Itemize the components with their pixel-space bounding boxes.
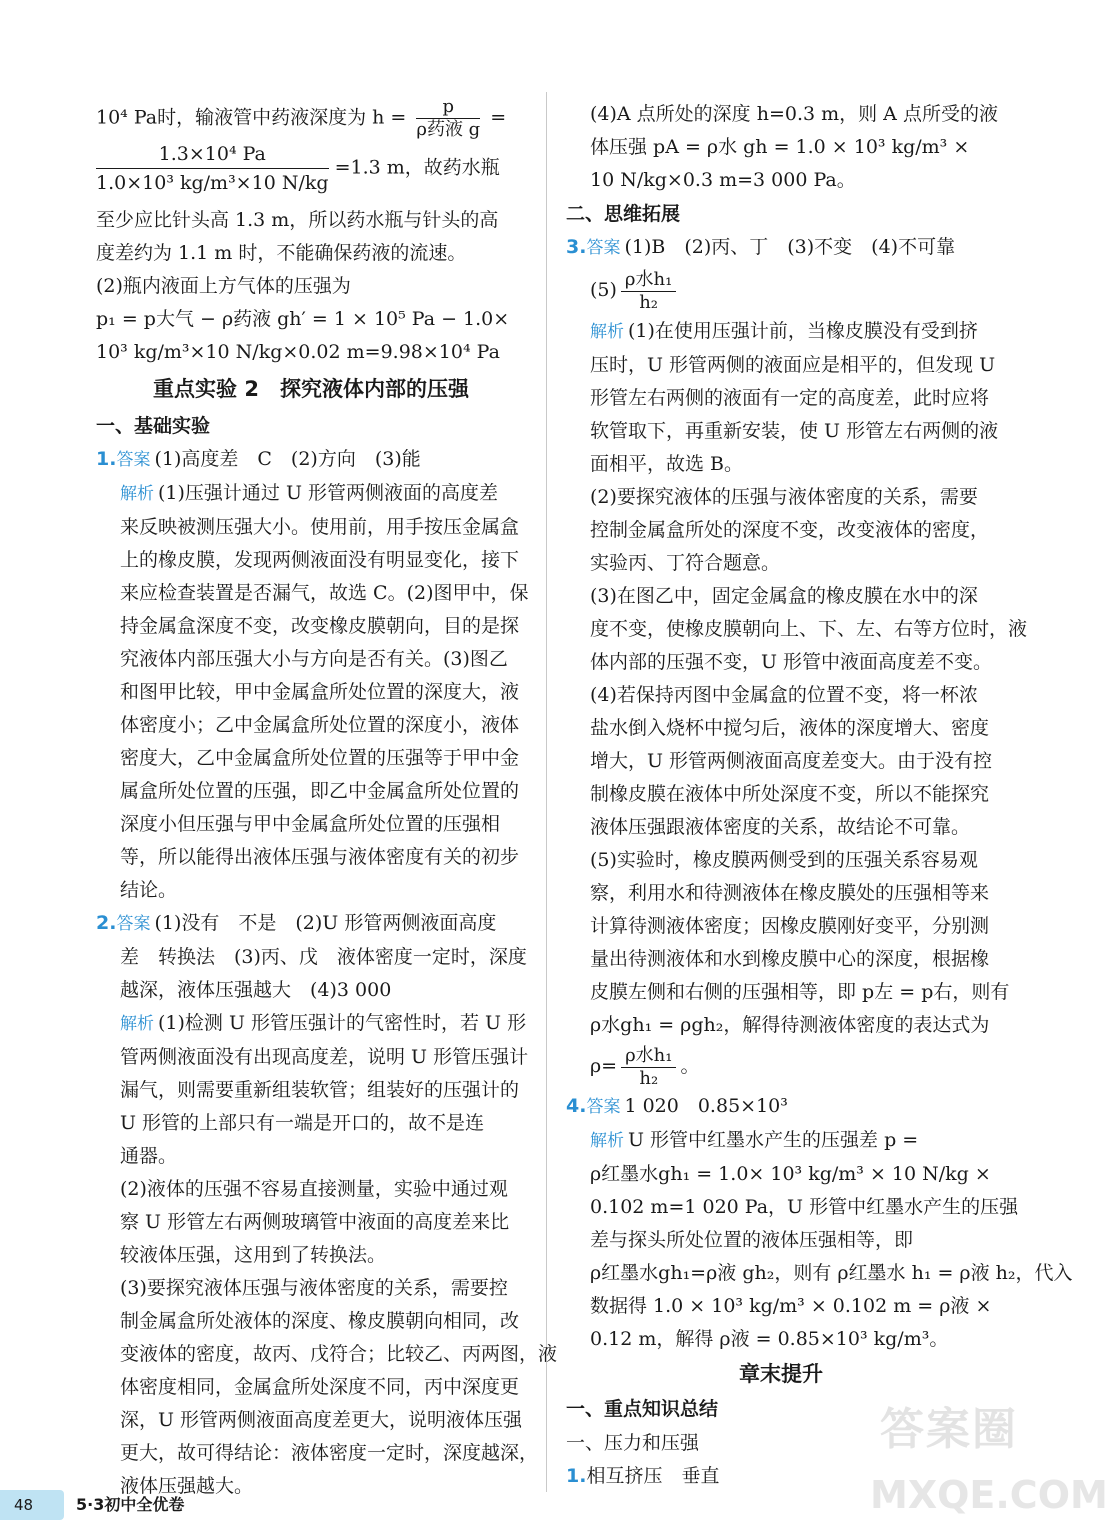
analysis-tag: 解析	[590, 322, 624, 342]
text-line: (3)要探究液体压强与液体密度的关系，需要控	[120, 1277, 508, 1299]
answer-line: 3.答案 (1)B (2)丙、丁 (3)不变 (4)不可靠	[566, 236, 956, 258]
text-line: 体密度小；乙中金属盒所处位置的深度小，液体	[120, 714, 520, 736]
text-line: 压时，U 形管两侧的液面应是相平的，但发现 U	[590, 354, 996, 376]
text-line: $\frac{\text{1.3×10⁴ Pa}}{\text{1.0×10³ kg/m³×10 N/kg}}$ =1.3 m，故药水瓶	[96, 140, 526, 204]
analysis-line: 解析 (1)检测 U 形管压强计的气密性时，若 U 形	[120, 1012, 527, 1034]
text-line: 较液体压强，这用到了转换法。	[120, 1244, 387, 1266]
text-line: (4)A 点所处的深度 h=0.3 m，则 A 点所受的液	[590, 103, 998, 125]
text-line: 结论。	[120, 879, 178, 901]
analysis-tag: 解析	[590, 1131, 624, 1151]
text-line: 液体压强跟液体密度的关系，故结论不可靠。	[590, 816, 971, 838]
text-line: (4)若保持丙图中金属盒的位置不变，将一杯浓	[590, 684, 978, 706]
analysis-tag: 解析	[120, 484, 154, 504]
answer-tag: 答案	[586, 238, 621, 258]
text-line: 软管取下，再重新安装，使 U 形管左右两侧的液	[590, 420, 999, 442]
text-line: 越深，液体压强越大 (4)3 000	[120, 979, 392, 1001]
text-line: (2)液体的压强不容易直接测量，实验中通过观	[120, 1178, 508, 1200]
text-line: 体内部的压强不变，U 形管中液面高度差不变。	[590, 651, 993, 673]
text-line: 制金属盒所处液体的深度、橡皮膜朝向相同，改	[120, 1310, 520, 1332]
text-line: 实验丙、丁符合题意。	[590, 552, 781, 574]
text-line: U 形管的上部只有一端是开口的，故不是连	[120, 1112, 485, 1134]
text-line: 察 U 形管左右两侧玻璃管中液面的高度差来比	[120, 1211, 510, 1233]
text-line: (3)在图乙中，固定金属盒的橡皮膜在水中的深	[590, 585, 978, 607]
text-line: ρ红墨水gh₁=ρ液 gh₂，则有 ρ红墨水 h₁ = ρ液 h₂，代入	[590, 1262, 1073, 1284]
fraction: $\frac{\text{ρ水h₁}}{\text{h₂}}$	[621, 269, 676, 314]
text-line: (2)要探究液体的压强与液体密度的关系，需要	[590, 486, 978, 508]
text-line: 液体压强越大。	[120, 1475, 254, 1497]
answer-line: 2.答案 (1)没有 不是 (2)U 形管两侧液面高度	[96, 912, 497, 934]
text-line: 通器。	[120, 1145, 178, 1167]
analysis-line: 解析 (1)压强计通过 U 形管两侧液面的高度差	[120, 482, 499, 504]
text-line: 来反映被测压强大小。使用前，用手按压金属盒	[120, 516, 520, 538]
text-line: ρ= $\frac{\text{ρ水h₁}}{\text{h₂}}$ 。	[590, 1044, 700, 1089]
text-line: 差 转换法 (3)丙、戊 液体密度一定时，深度	[120, 946, 527, 968]
page-number: 48	[14, 1496, 34, 1514]
text-line: 来应检查装置是否漏气，故选 C。(2)图甲中，保	[120, 582, 529, 604]
page-footer	[0, 1484, 230, 1524]
text-line: 计算待测液体密度；因橡皮膜刚好变平，分别测	[590, 915, 990, 937]
text-line: 0.12 m，解得 ρ液 = 0.85×10³ kg/m³。	[590, 1328, 949, 1350]
answer-tag: 答案	[116, 914, 151, 934]
answer-tag: 答案	[586, 1097, 621, 1117]
subsection-heading: 二、思维拓展	[566, 203, 681, 225]
analysis-line: 解析 U 形管中红墨水产生的压强差 p =	[590, 1129, 919, 1151]
text-line: 漏气，则需要重新组装软管；组装好的压强计的	[120, 1079, 520, 1101]
text-line: 度不变，使橡皮膜朝向上、下、左、右等方位时，液	[590, 618, 1028, 640]
text-line: 增大，U 形管两侧液面高度差变大。由于没有控	[590, 750, 993, 772]
answer-line: 4.答案 1 020 0.85×10³	[566, 1095, 788, 1117]
text-line: 控制金属盒所处的深度不变，改变液体的密度，	[590, 519, 990, 541]
text-line: 度差约为 1.1 m 时，不能确保药液的流速。	[96, 242, 467, 264]
text-line: 皮膜左侧和右侧的压强相等，即 p左 = p右，则有	[590, 981, 1010, 1003]
text-line: 深，U 形管两侧液面高度差更大，说明液体压强	[120, 1409, 523, 1431]
text-line: 体压强 pA = ρ水 gh = 1.0 × 10³ kg/m³ ×	[590, 136, 970, 158]
column-divider	[546, 92, 547, 1492]
analysis-line: 解析 (1)在使用压强计前，当橡皮膜没有受到挤	[590, 320, 978, 342]
text-line: ρ红墨水gh₁ = 1.0× 10³ kg/m³ × 10 N/kg ×	[590, 1163, 991, 1185]
text-line: 0.102 m=1 020 Pa，U 形管中红墨水产生的压强	[590, 1196, 1019, 1218]
text-line: 至少应比针头高 1.3 m，所以药水瓶与针头的高	[96, 209, 499, 231]
answer-line: (5) $\frac{\text{ρ水h₁}}{\text{h₂}}$	[566, 265, 996, 315]
text-line: 深度小但压强与甲中金属盒所处位置的压强相	[120, 813, 501, 835]
text-line: 和图甲比较，甲中金属盒所处位置的深度大，液	[120, 681, 520, 703]
text-line: 持金属盒深度不变，改变橡皮膜朝向，目的是探	[120, 615, 520, 637]
text-line: p₁ = p大气 − ρ药液 gh′ = 1 × 10⁵ Pa − 1.0×	[96, 308, 510, 330]
text-line: 形管左右两侧的液面有一定的高度差，此时应将	[590, 387, 990, 409]
section-heading: 重点实验 2 探究液体内部的压强	[153, 377, 469, 401]
text-line: 管两侧液面没有出现高度差，说明 U 形管压强计	[120, 1046, 529, 1068]
text-line: 更大，故可得结论：液体密度一定时，深度越深，	[120, 1442, 539, 1464]
answer-line: 1.答案 (1)高度差 C (2)方向 (3)能	[96, 448, 421, 470]
watermark	[800, 1400, 1108, 1528]
text-line: 等，所以能得出液体压强与液体密度有关的初步	[120, 846, 520, 868]
analysis-tag: 解析	[120, 1014, 154, 1034]
text-line: 制橡皮膜在液体中所处深度不变，所以不能探究	[590, 783, 990, 805]
answer-tag: 答案	[116, 450, 151, 470]
right-column	[566, 98, 1073, 1493]
text-line: 数据得 1.0 × 10³ kg/m³ × 0.102 m = ρ液 ×	[590, 1295, 992, 1317]
fraction: $\frac{\text{ρ水h₁}}{\text{h₂}}$	[621, 1045, 676, 1090]
chapter-heading: 章末提升	[739, 1362, 823, 1386]
answer-line: 1.相互挤压 垂直	[566, 1465, 720, 1487]
watermark-url: MXQE.COM	[870, 1473, 1108, 1517]
text-line: 差与探头所处位置的液体压强相等，即	[590, 1229, 914, 1251]
text-line: 属盒所处位置的压强，即乙中金属盒所处位置的	[120, 780, 520, 802]
text-line: ρ水gh₁ = ρgh₂，解得待测液体密度的表达式为	[590, 1014, 990, 1036]
text-line: 面相平，故选 B。	[590, 453, 744, 475]
text-line: 10³ kg/m³×10 N/kg×0.02 m=9.98×10⁴ Pa	[96, 341, 500, 363]
text-line: 上的橡皮膜，发现两侧液面没有明显变化，接下	[120, 549, 520, 571]
subsection-heading: 一、压力和压强	[566, 1432, 700, 1454]
watermark-logo: 答案圈	[880, 1404, 1018, 1455]
text-line: 体密度相同，金属盒所处深度不同，丙中深度更	[120, 1376, 520, 1398]
text-line: 究液体内部压强大小与方向是否有关。(3)图乙	[120, 648, 508, 670]
text-line: 盐水倒入烧杯中搅匀后，液体的深度增大、密度	[590, 717, 990, 739]
text-line: 量出待测液体和水到橡皮膜中心的深度，根据橡	[590, 948, 990, 970]
subsection-heading: 一、基础实验	[96, 415, 211, 437]
text-line: 密度大，乙中金属盒所处位置的压强等于甲中金	[120, 747, 520, 769]
left-column	[96, 96, 558, 1503]
text-line: 10 N/kg×0.3 m=3 000 Pa。	[590, 169, 856, 191]
fraction: $\frac{\text{1.3×10⁴ Pa}}{\text{1.0×10³ kg/m³×10 N/kg}}$	[96, 140, 329, 197]
text-line: 10⁴ Pa时，输液管中药液深度为 h = $\frac{p}{\text{ρ药液 g}}$ =	[96, 96, 507, 140]
text-line: 变液体的密度，故丙、戊符合；比较乙、丙两图，液	[120, 1343, 558, 1365]
subsection-heading: 一、重点知识总结	[566, 1398, 719, 1420]
text-line: 察，利用水和待测液体在橡皮膜处的压强相等来	[590, 882, 990, 904]
fraction: $\frac{p}{\text{ρ药液 g}}$	[416, 96, 481, 140]
book-brand: 5·3初中全优卷	[76, 1495, 185, 1514]
text-line: (5)实验时，橡皮膜两侧受到的压强关系容易观	[590, 849, 978, 871]
text-line: (2)瓶内液面上方气体的压强为	[96, 275, 351, 297]
